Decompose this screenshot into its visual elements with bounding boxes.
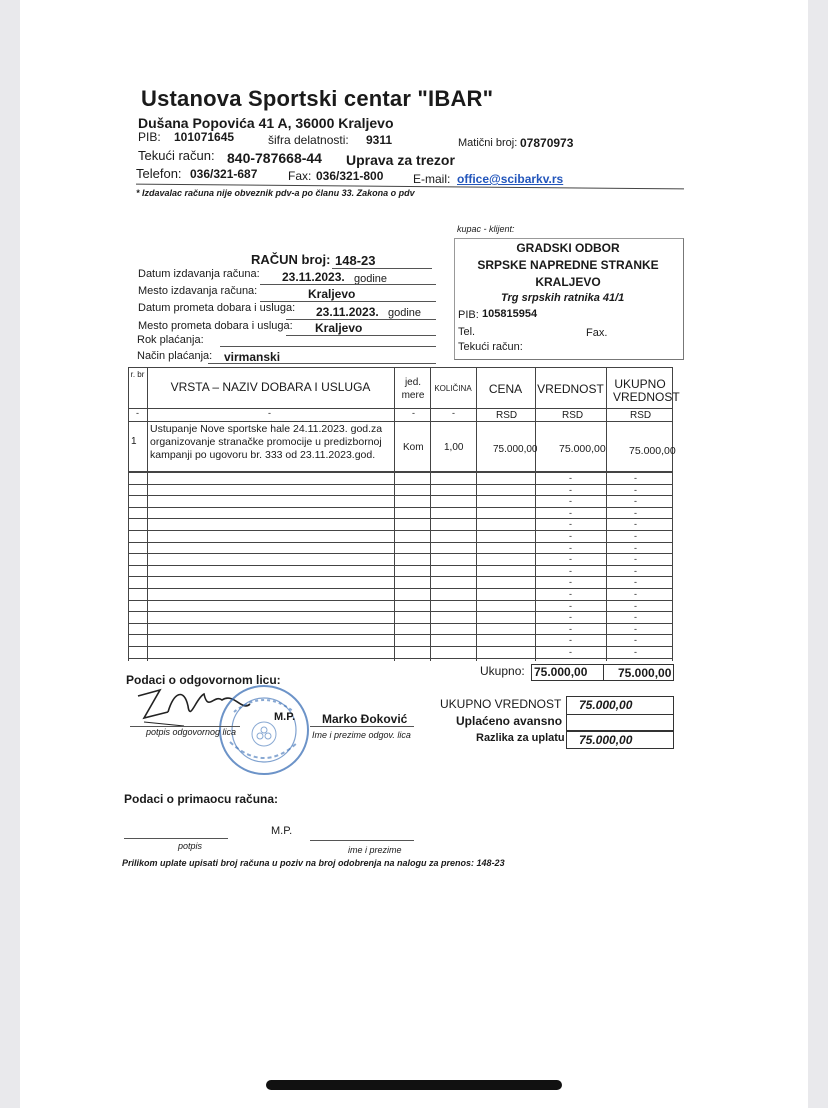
item-qty: 1,00 [444,442,464,453]
pib-value: 101071645 [174,130,235,144]
currency-price: RSD [496,410,518,421]
summary-diff: 75.000,00 [579,733,633,747]
empty-cell-dash: - [569,485,572,495]
empty-cell-dash: - [569,635,572,645]
row-line [128,600,672,601]
empty-cell-dash: - [569,624,572,634]
item-unit: Kom [403,442,424,453]
responsible-name: Marko Đoković [322,712,408,726]
total-label: Ukupno: [480,664,525,678]
vat-note: * Izdavalac računa nije obveznik pdv-a po članu 33. Zakona o pdv [136,188,415,198]
fax-value: 036/321-800 [316,169,384,183]
empty-cell-dash: - [569,554,572,564]
unit-dash: - [136,408,139,418]
empty-cell-dash: - [634,647,637,657]
item-description: Ustupanje Nove sportske hale 24.11.2023. god.za organizovanje stranačke promocije u predizbornoj kampanji po ugovoru br. 333 od 23.11.2023.god. [150,423,383,461]
empty-cell-dash: - [569,496,572,506]
empty-cell-dash: - [634,554,637,564]
trade-place-underline [286,335,436,336]
col-line [672,367,673,661]
invoice-label: RAČUN broj: [251,252,331,267]
responsible-name-line [310,726,414,727]
empty-cell-dash: - [634,635,637,645]
empty-cell-dash: - [634,624,637,634]
buyer-line1: GRADSKI ODBOR [516,241,620,255]
empty-cell-dash: - [569,647,572,657]
trade-year-word: godine [388,307,422,319]
header-qty: KOLIČINA [434,384,472,393]
buyer-address: Trg srpskih ratnika 41/1 [501,292,625,304]
header-unit: jed. mere [401,377,425,401]
receiver-sign-label: potpis [178,841,203,851]
total-value: 75.000,00 [534,665,588,679]
row-line [128,588,672,589]
empty-cell-dash: - [634,473,637,483]
col-line [476,367,477,661]
buyer-line3: KRALJEVO [535,275,601,289]
receiver-sign-line [124,838,228,839]
summary-total-label: UKUPNO VREDNOST [440,697,562,711]
empty-cell-dash: - [569,612,572,622]
header-name: VRSTA – NAZIV DOBARA I USLUGA [170,380,371,394]
payment-underline [208,363,436,364]
pib-label: PIB: [138,130,161,144]
issue-date-label: Datum izdavanja računa: [138,268,260,280]
item-total: 75.000,00 [629,445,676,457]
summary-advance-box [566,714,674,731]
issue-year-word: godine [354,273,388,285]
due-label: Rok plaćanja: [137,334,204,346]
due-underline [220,346,436,347]
responsible-label: Podaci o odgovornom licu: [126,673,281,687]
empty-cell-dash: - [634,519,637,529]
buyer-fax-label: Fax. [586,327,608,339]
empty-cell-dash: - [569,601,572,611]
summary-diff-label: Razlika za uplatu [476,732,565,744]
empty-cell-dash: - [634,531,637,541]
empty-cell-dash: - [634,566,637,576]
receiver-label: Podaci o primaocu računa: [124,792,279,806]
row-line [128,658,672,659]
col-line [128,367,129,661]
header-total: UKUPNO VREDNOST [613,377,680,404]
empty-cell-dash: - [569,508,572,518]
email-label: E-mail: [413,172,451,186]
header-value: VREDNOST [537,382,604,396]
unit-dash: - [452,408,455,418]
trade-date: 23.11.2023. [316,305,379,319]
empty-cell-dash: - [634,543,637,553]
col-line [606,367,607,661]
empty-cell-dash: - [569,566,572,576]
row-line [128,634,672,635]
empty-cell-dash: - [569,531,572,541]
home-indicator[interactable] [266,1080,562,1090]
header-price: CENA [488,382,523,396]
empty-cell-dash: - [569,473,572,483]
row-line [128,472,672,473]
phone-label: Telefon: [136,166,182,181]
payment-label: Način plaćanja: [137,350,213,362]
fax-label: Fax: [288,169,312,183]
responsible-name-label: Ime i prezime odgov. lica [312,730,411,740]
reg-value: 07870973 [520,136,574,150]
receiver-name-line [310,840,414,841]
trade-date-underline [286,319,436,320]
row-line [128,623,672,624]
buyer-account-label: Tekući račun: [458,341,523,353]
row-line [128,367,672,368]
summary-total: 75.000,00 [579,698,633,712]
item-price: 75.000,00 [493,444,538,455]
empty-cell-dash: - [569,543,572,553]
empty-cell-dash: - [634,496,637,506]
empty-cell-dash: - [569,589,572,599]
trade-date-label: Datum prometa dobara i usluga: [138,302,296,314]
phone-value: 036/321-687 [190,167,258,181]
summary-advance-label: Uplaćeno avansno [456,714,563,728]
row-line [128,484,672,485]
unit-dash: - [268,408,271,418]
row-line [128,576,672,577]
row-line [128,565,672,566]
issue-place: Kraljevo [308,287,356,301]
issue-date-underline [260,284,436,285]
account-value: 840-787668-44 [227,150,322,166]
activity-label: šifra delatnosti: [268,133,349,147]
col-line [535,367,536,661]
buyer-caption: kupac - klijent: [457,224,515,234]
row-line [128,507,672,508]
currency-total: RSD [630,410,652,421]
issuer-name: Ustanova Sportski centar "IBAR" [141,86,494,111]
item-value: 75.000,00 [559,443,606,455]
row-line [128,421,672,422]
activity-value: 9311 [366,133,393,147]
buyer-pib: 105815954 [482,308,538,320]
responsible-mp: M.P. [274,711,296,723]
invoice-number: 148-23 [335,253,376,268]
currency-value: RSD [562,410,584,421]
issuer-address: Dušana Popovića 41 A, 36000 Kraljevo [138,115,394,131]
header-rb: r. br [130,370,145,379]
buyer-tel-label: Tel. [458,326,476,338]
invoice-sheet [20,0,808,1108]
responsible-sign-label: potpis odgovornog lica [146,727,237,737]
empty-cell-dash: - [569,577,572,587]
payment-method: virmanski [224,350,281,364]
row-line [128,646,672,647]
trade-place-label: Mesto prometa dobara i usluga: [138,320,293,332]
col-line [430,367,431,661]
col-line [394,367,395,661]
buyer-pib-label: PIB: [458,309,479,321]
empty-cell-dash: - [634,485,637,495]
empty-cell-dash: - [634,577,637,587]
receiver-name-label: ime i prezime [348,845,402,855]
empty-cell-dash: - [634,589,637,599]
row-line [128,542,672,543]
col-line [147,367,148,661]
row-line [128,408,672,409]
issue-date: 23.11.2023. [282,270,345,284]
footer-note: Prilikom uplate upisati broj računa u poziv na broj odobrenja na nalogu za prenos: 148-23 [122,858,505,868]
buyer-line2: SRPSKE NAPREDNE STRANKE [477,258,659,272]
unit-dash: - [412,408,415,418]
empty-cell-dash: - [569,519,572,529]
empty-cell-dash: - [634,612,637,622]
account-label: Tekući račun: [138,148,215,163]
empty-cell-dash: - [634,601,637,611]
row-line [128,518,672,519]
reg-label: Matični broj: [458,137,518,149]
email-link[interactable]: office@scibarkv.rs [457,172,564,186]
receiver-mp: M.P. [271,825,293,837]
total-total: 75.000,00 [618,666,672,680]
empty-cell-dash: - [634,508,637,518]
number-underline [332,268,432,269]
issue-place-label: Mesto izdavanja računa: [138,285,258,297]
row-line [128,495,672,496]
account-note: Uprava za trezor [346,152,455,168]
row-line [128,611,672,612]
row-line [128,530,672,531]
trade-place: Kraljevo [315,321,363,335]
item-rb: 1 [131,436,137,447]
row-line [128,553,672,554]
